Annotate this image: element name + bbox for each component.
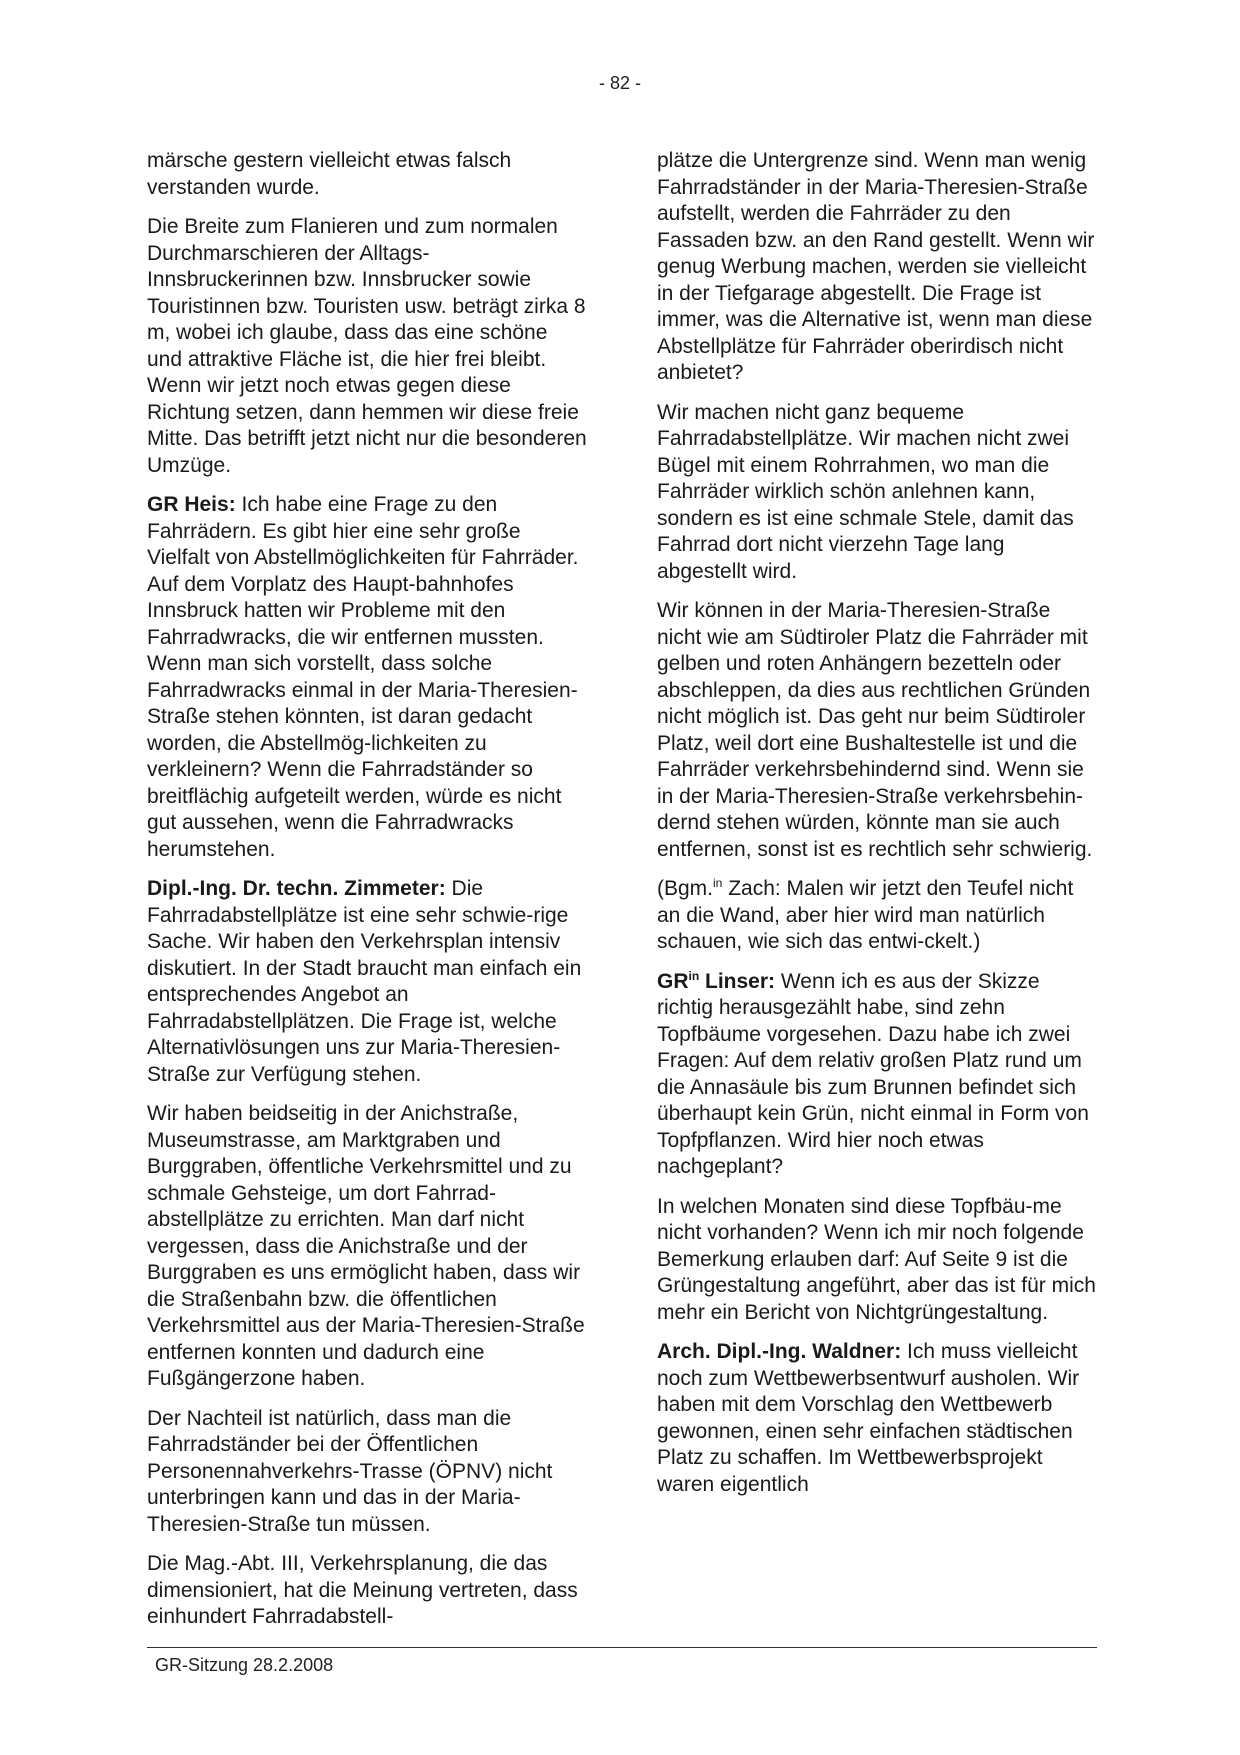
- paragraph-text: Ich muss vielleicht noch zum Wettbewerbsentwurf ausholen. Wir haben mit dem Vorschlag den Wettbewerb gewonnen, einen sehr einfachen städtischen Platz zu schaffen. Im Wettbewerbsprojekt waren eigentlich: [657, 1340, 1080, 1496]
- footer-text: GR-Sitzung 28.2.2008: [155, 1655, 334, 1675]
- superscript: in: [688, 968, 700, 983]
- paragraph: Wir haben beidseitig in der Anichstraße, Museumstrasse, am Marktgraben und Burggraben, öffentliche Verkehrsmittel und zu schmale Gehsteige, um dort Fahrrad-abstellplätze zu errichten. Man darf nicht vergessen, dass die Anichstraße und der Burggraben es uns ermöglicht haben, dass wir die Straßenbahn bzw. die öffentlichen Verkehrsmittel aus der Maria-Theresien-Straße entfernen konnten und dadurch eine Fußgängerzone haben.: [147, 1102, 585, 1390]
- paragraph: [657, 1339, 1097, 1498]
- speaker-name: Arch. Dipl.-Ing. Waldner:: [657, 1340, 902, 1363]
- speaker-name: GR Heis:: [147, 493, 236, 516]
- speaker-name: [657, 970, 775, 993]
- paragraph-text: Zach: Malen wir jetzt den Teufel nicht an die Wand, aber hier wird man natürlich schauen, wie sich das entwi-ckelt.): [657, 877, 1074, 953]
- right-column: [657, 148, 1097, 1511]
- paragraph: märsche gestern vielleicht etwas falsch verstanden wurde.: [147, 149, 512, 199]
- speaker-name-part: Linser:: [699, 969, 776, 993]
- paragraph: [147, 876, 587, 1088]
- paragraph: Der Nachteil ist natürlich, dass man die Fahrradständer bei der Öffentlichen Personennahverkehrs-Trasse (ÖPNV) nicht unterbringen kann und das in der Maria-Theresien-Straße tun müssen.: [147, 1406, 553, 1536]
- paragraph-text: Die Fahrradabstellplätze ist eine sehr schwie-rige Sache. Wir haben den Verkehrsplan intensiv diskutiert. In der Stadt braucht man einfach ein entsprechendes Angebot an Fahrradabstellplätzen. Die Frage ist, welche Alternativlösungen uns zur Maria-Theresien-Straße zur Verfügung stehen.: [147, 877, 582, 1086]
- paragraph: Wir können in der Maria-Theresien-Straße nicht wie am Südtiroler Platz die Fahrräder mit gelben und roten Anhängern bezetteln oder abschleppen, da dies aus rechtlichen Gründen nicht möglich ist. Das geht nur beim Südtiroler Platz, weil dort eine Bushaltestelle ist und die Fahrräder verkehrsbehindernd sind. Wenn sie in der Maria-Theresien-Straße verkehrsbehin-dernd stehen würden, könnte man sie auch entfernen, sonst ist es rechtlich sehr schwierig.: [657, 599, 1093, 861]
- speaker-name: Dipl.-Ing. Dr. techn. Zimmeter:: [147, 877, 446, 900]
- paragraph: [657, 969, 1097, 1181]
- page-number: - 82 -: [598, 73, 641, 93]
- paragraph-text: Wenn ich es aus der Skizze richtig herausgezählt habe, sind zehn Topfbäume vorgesehen. Dazu habe ich zwei Fragen: Auf dem relativ großen Platz rund um die Annasäule bis zum Brunnen befindet sich überhaupt kein Grün, nicht einmal in Form von Topfpflanzen. Wird hier noch etwas nachgeplant?: [657, 969, 1089, 1178]
- paragraph: plätze die Untergrenze sind. Wenn man wenig Fahrradständer in der Maria-Theresien-Straße aufstellt, werden die Fahrräder zu den Fassaden bzw. an den Rand gestellt. Wenn wir genug Werbung machen, werden sie vielleicht in der Tiefgarage abgestellt. Die Frage ist immer, was die Alternative ist, wenn man diese Abstellplätze für Fahrräder oberirdisch nicht anbietet?: [657, 149, 1095, 384]
- paragraph: Wir machen nicht ganz bequeme Fahrradabstellplätze. Wir machen nicht zwei Bügel mit einem Rohrrahmen, wo man die Fahrräder wirklich schön anlehnen kann, sondern es ist eine schmale Stele, damit das Fahrrad dort nicht vierzehn Tage lang abgestellt wird.: [657, 400, 1074, 583]
- paragraph: In welchen Monaten sind diese Topfbäu-me nicht vorhanden? Wenn ich mir noch folgende Bemerkung erlauben darf: Auf Seite 9 ist die Grüngestaltung angeführt, aber das ist für mich mehr ein Bericht von Nichtgrüngestaltung.: [657, 1194, 1096, 1324]
- paragraph: Die Mag.-Abt. III, Verkehrsplanung, die das dimensioniert, hat die Meinung vertreten, dass einhundert Fahrradabstell-: [147, 1552, 578, 1628]
- paragraph: Die Breite zum Flanieren und zum normalen Durchmarschieren der Alltags-Innsbruckerinnen bzw. Innsbrucker sowie Touristinnen bzw. Touristen usw. beträgt zirka 8 m, wobei ich glaube, dass das eine schöne und attraktive Fläche ist, die hier frei bleibt. Wenn wir jetzt noch etwas gegen diese Richtung setzen, dann hemmen wir diese freie Mitte. Das betrifft jetzt nicht nur die besonderen Umzüge.: [147, 215, 587, 477]
- paragraph-text: (Bgm.: [657, 877, 714, 900]
- paragraph-text: Ich habe eine Frage zu den Fahrrädern. Es gibt hier eine sehr große Vielfalt von Abstellmöglichkeiten für Fahrräder. Auf dem Vorplatz des Haupt-bahnhofes Innsbruck hatten wir Probleme mit den Fahrradwracks, die wir entfernen mussten. Wenn man sich vorstellt, dass solche Fahrradwracks einmal in der Maria-Theresien-Straße stehen könnten, ist daran gedacht worden, die Abstellmög-lichkeiten zu verkleinern? Wenn die Fahrradständer so breitflächig aufgeteilt werden, würde es nicht gut aussehen, wenn die Fahrradwracks herumstehen.: [147, 493, 579, 861]
- left-column: [147, 148, 587, 1644]
- footer-divider: [147, 1647, 1097, 1648]
- speaker-name-part: GR: [657, 969, 689, 993]
- paragraph: [657, 876, 1097, 956]
- paragraph: [147, 492, 587, 863]
- superscript: in: [713, 876, 723, 890]
